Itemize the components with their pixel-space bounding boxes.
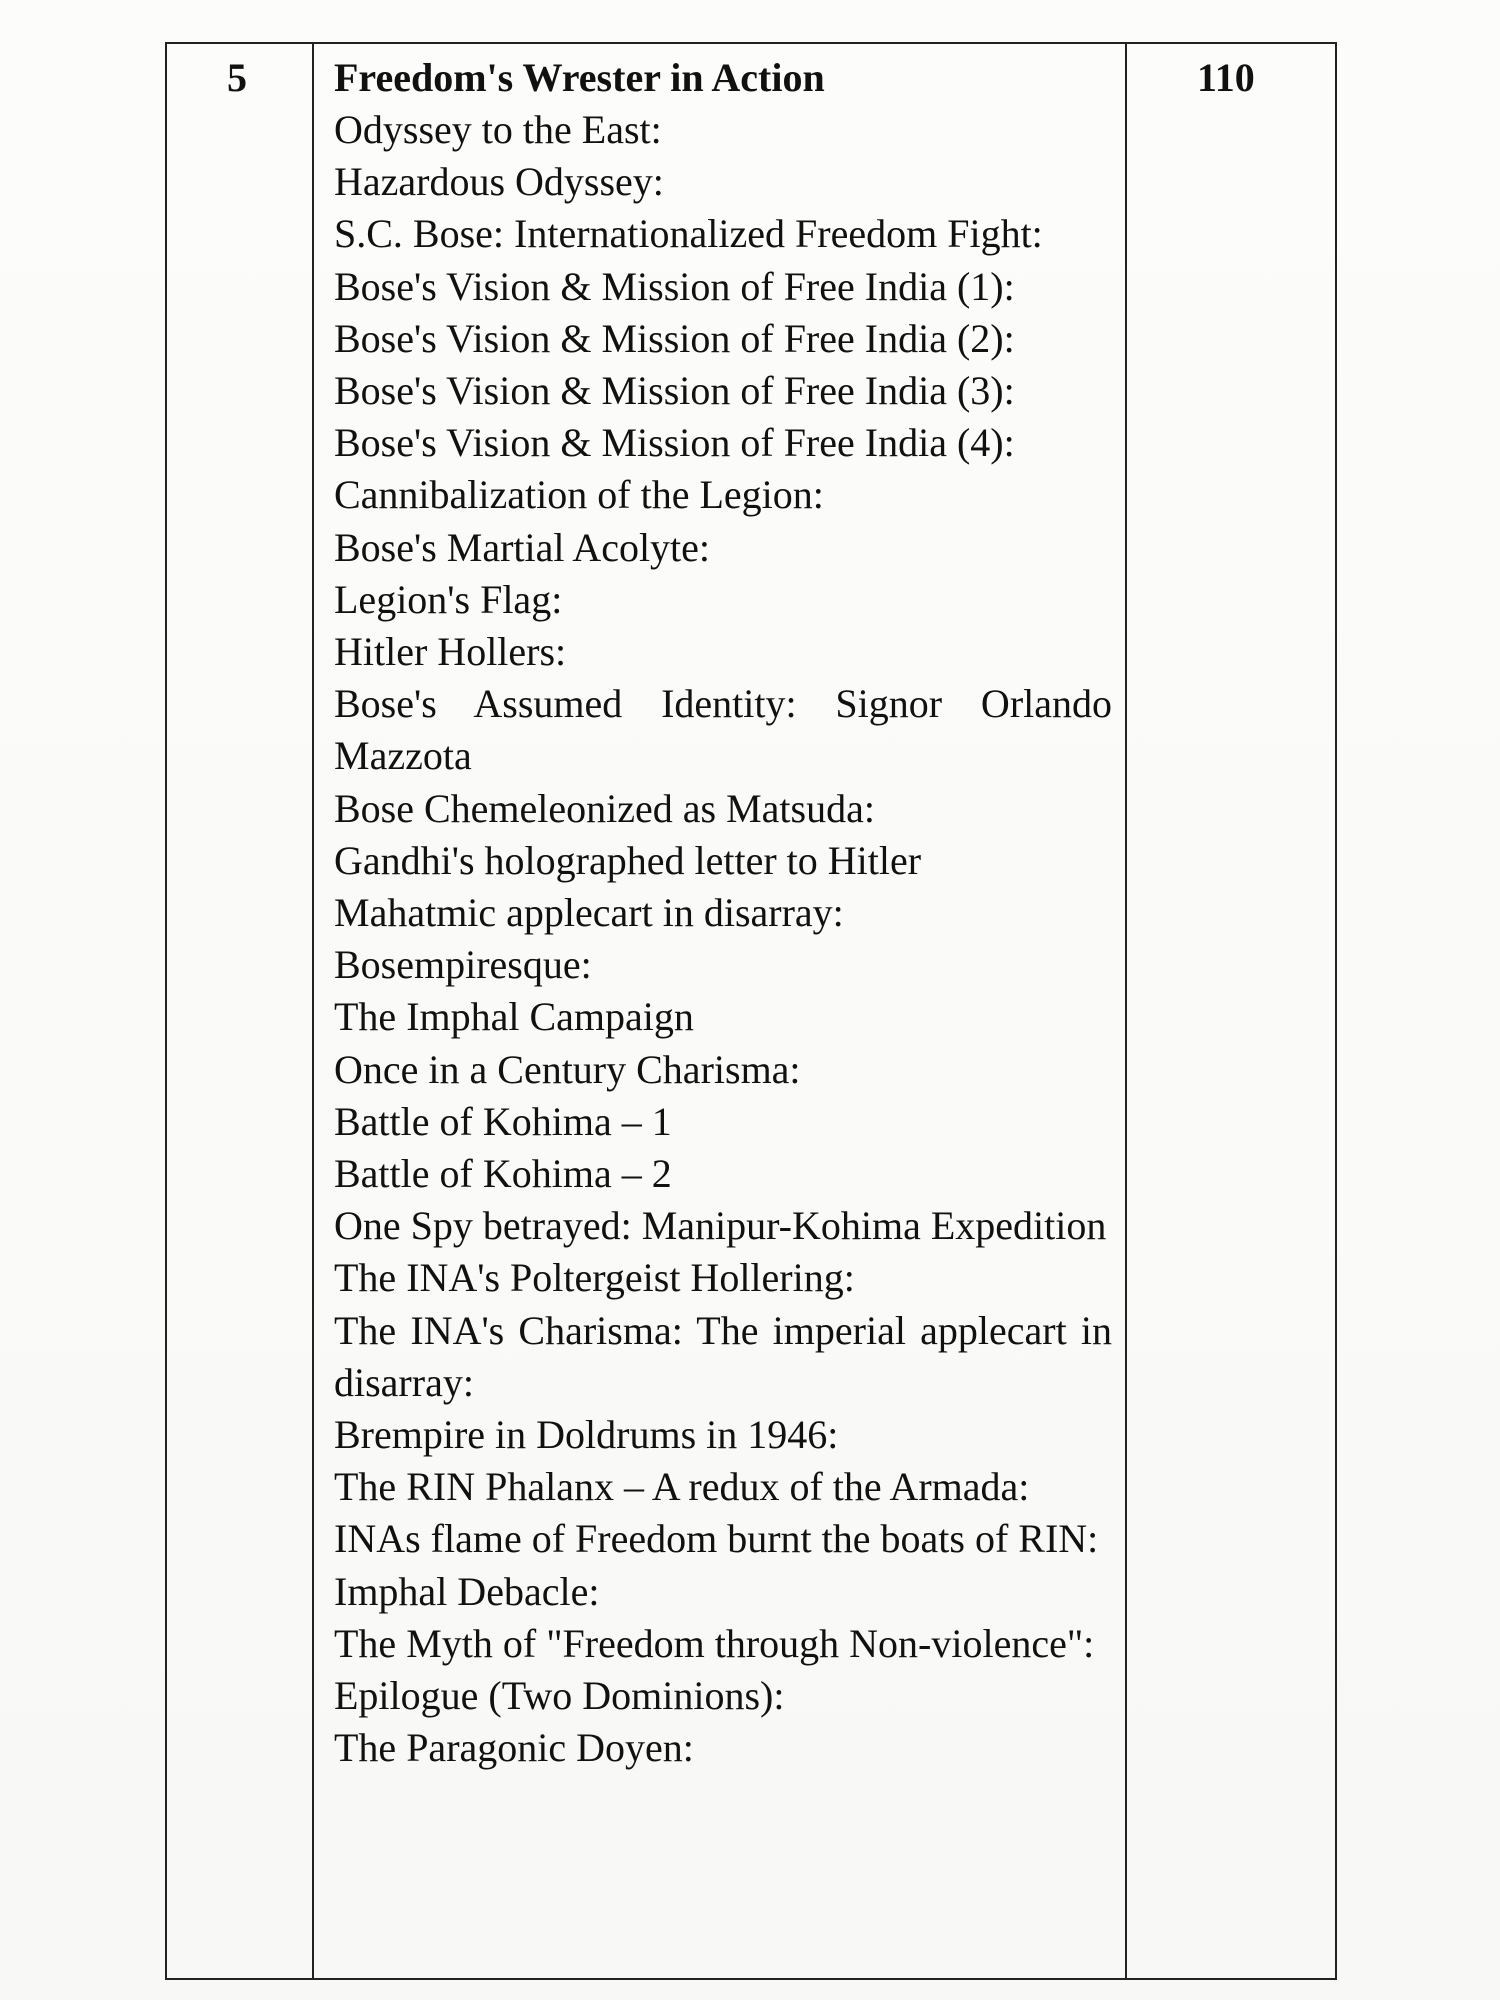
section-entry: Gandhi's holographed letter to Hitler bbox=[334, 837, 922, 883]
section-entry: Bose's Martial Acolyte: bbox=[334, 524, 711, 570]
table-of-contents bbox=[165, 42, 1337, 1980]
section-entry: Legion's Flag: bbox=[334, 576, 563, 622]
section-entry: Bosempiresque: bbox=[334, 942, 592, 988]
chapter-contents-column bbox=[334, 52, 1112, 1775]
section-entry: Hitler Hollers: bbox=[334, 629, 567, 675]
chapter-page-number: 110 bbox=[1197, 55, 1255, 100]
section-entry: Bose's Vision & Mission of Free India (3): bbox=[334, 368, 1015, 414]
section-entry: Brempire in Doldrums in 1946: bbox=[334, 1412, 839, 1458]
section-entry: Imphal Debacle: bbox=[334, 1568, 600, 1614]
page-number-column bbox=[1125, 44, 1335, 1978]
section-entry: Battle of Kohima – 1 bbox=[334, 1098, 672, 1144]
section-entry: Battle of Kohima – 2 bbox=[334, 1151, 672, 1197]
section-entry: Bose Chemeleonized as Matsuda: bbox=[334, 785, 875, 831]
section-entry: The INA's Charisma: The imperial applecart in disarray: bbox=[334, 1307, 1112, 1405]
section-entry: Cannibalization of the Legion: bbox=[334, 472, 824, 518]
section-entry: One Spy betrayed: Manipur-Kohima Expedition bbox=[334, 1203, 1107, 1249]
section-entry: The INA's Poltergeist Hollering: bbox=[334, 1255, 855, 1301]
section-entry: S.C. Bose: Internationalized Freedom Fight: bbox=[334, 211, 1043, 257]
section-entry: The Paragonic Doyen: bbox=[334, 1725, 694, 1771]
section-entry: Bose's Assumed Identity: Signor Orlando Mazzota bbox=[334, 681, 1112, 779]
section-entry: Bose's Vision & Mission of Free India (4): bbox=[334, 420, 1015, 466]
chapter-title: Freedom's Wrester in Action bbox=[334, 55, 825, 100]
section-entry: The Myth of "Freedom through Non-violence": bbox=[334, 1620, 1095, 1666]
section-entry: INAs flame of Freedom burnt the boats of RIN: bbox=[334, 1516, 1099, 1562]
section-entry: Bose's Vision & Mission of Free India (2): bbox=[334, 315, 1015, 361]
chapter-number: 5 bbox=[227, 55, 247, 100]
section-entry: The RIN Phalanx – A redux of the Armada: bbox=[334, 1464, 1030, 1510]
section-entry: Mahatmic applecart in disarray: bbox=[334, 890, 844, 936]
section-entry: Bose's Vision & Mission of Free India (1): bbox=[334, 263, 1015, 309]
section-entry: Epilogue (Two Dominions): bbox=[334, 1673, 785, 1719]
section-entry: Odyssey to the East: bbox=[334, 107, 662, 152]
section-entry: Once in a Century Charisma: bbox=[334, 1046, 801, 1092]
chapter-number-column bbox=[167, 44, 314, 1978]
section-entry: Hazardous Odyssey: bbox=[334, 159, 664, 205]
section-list bbox=[334, 104, 1112, 1775]
section-entry: The Imphal Campaign bbox=[334, 994, 694, 1040]
